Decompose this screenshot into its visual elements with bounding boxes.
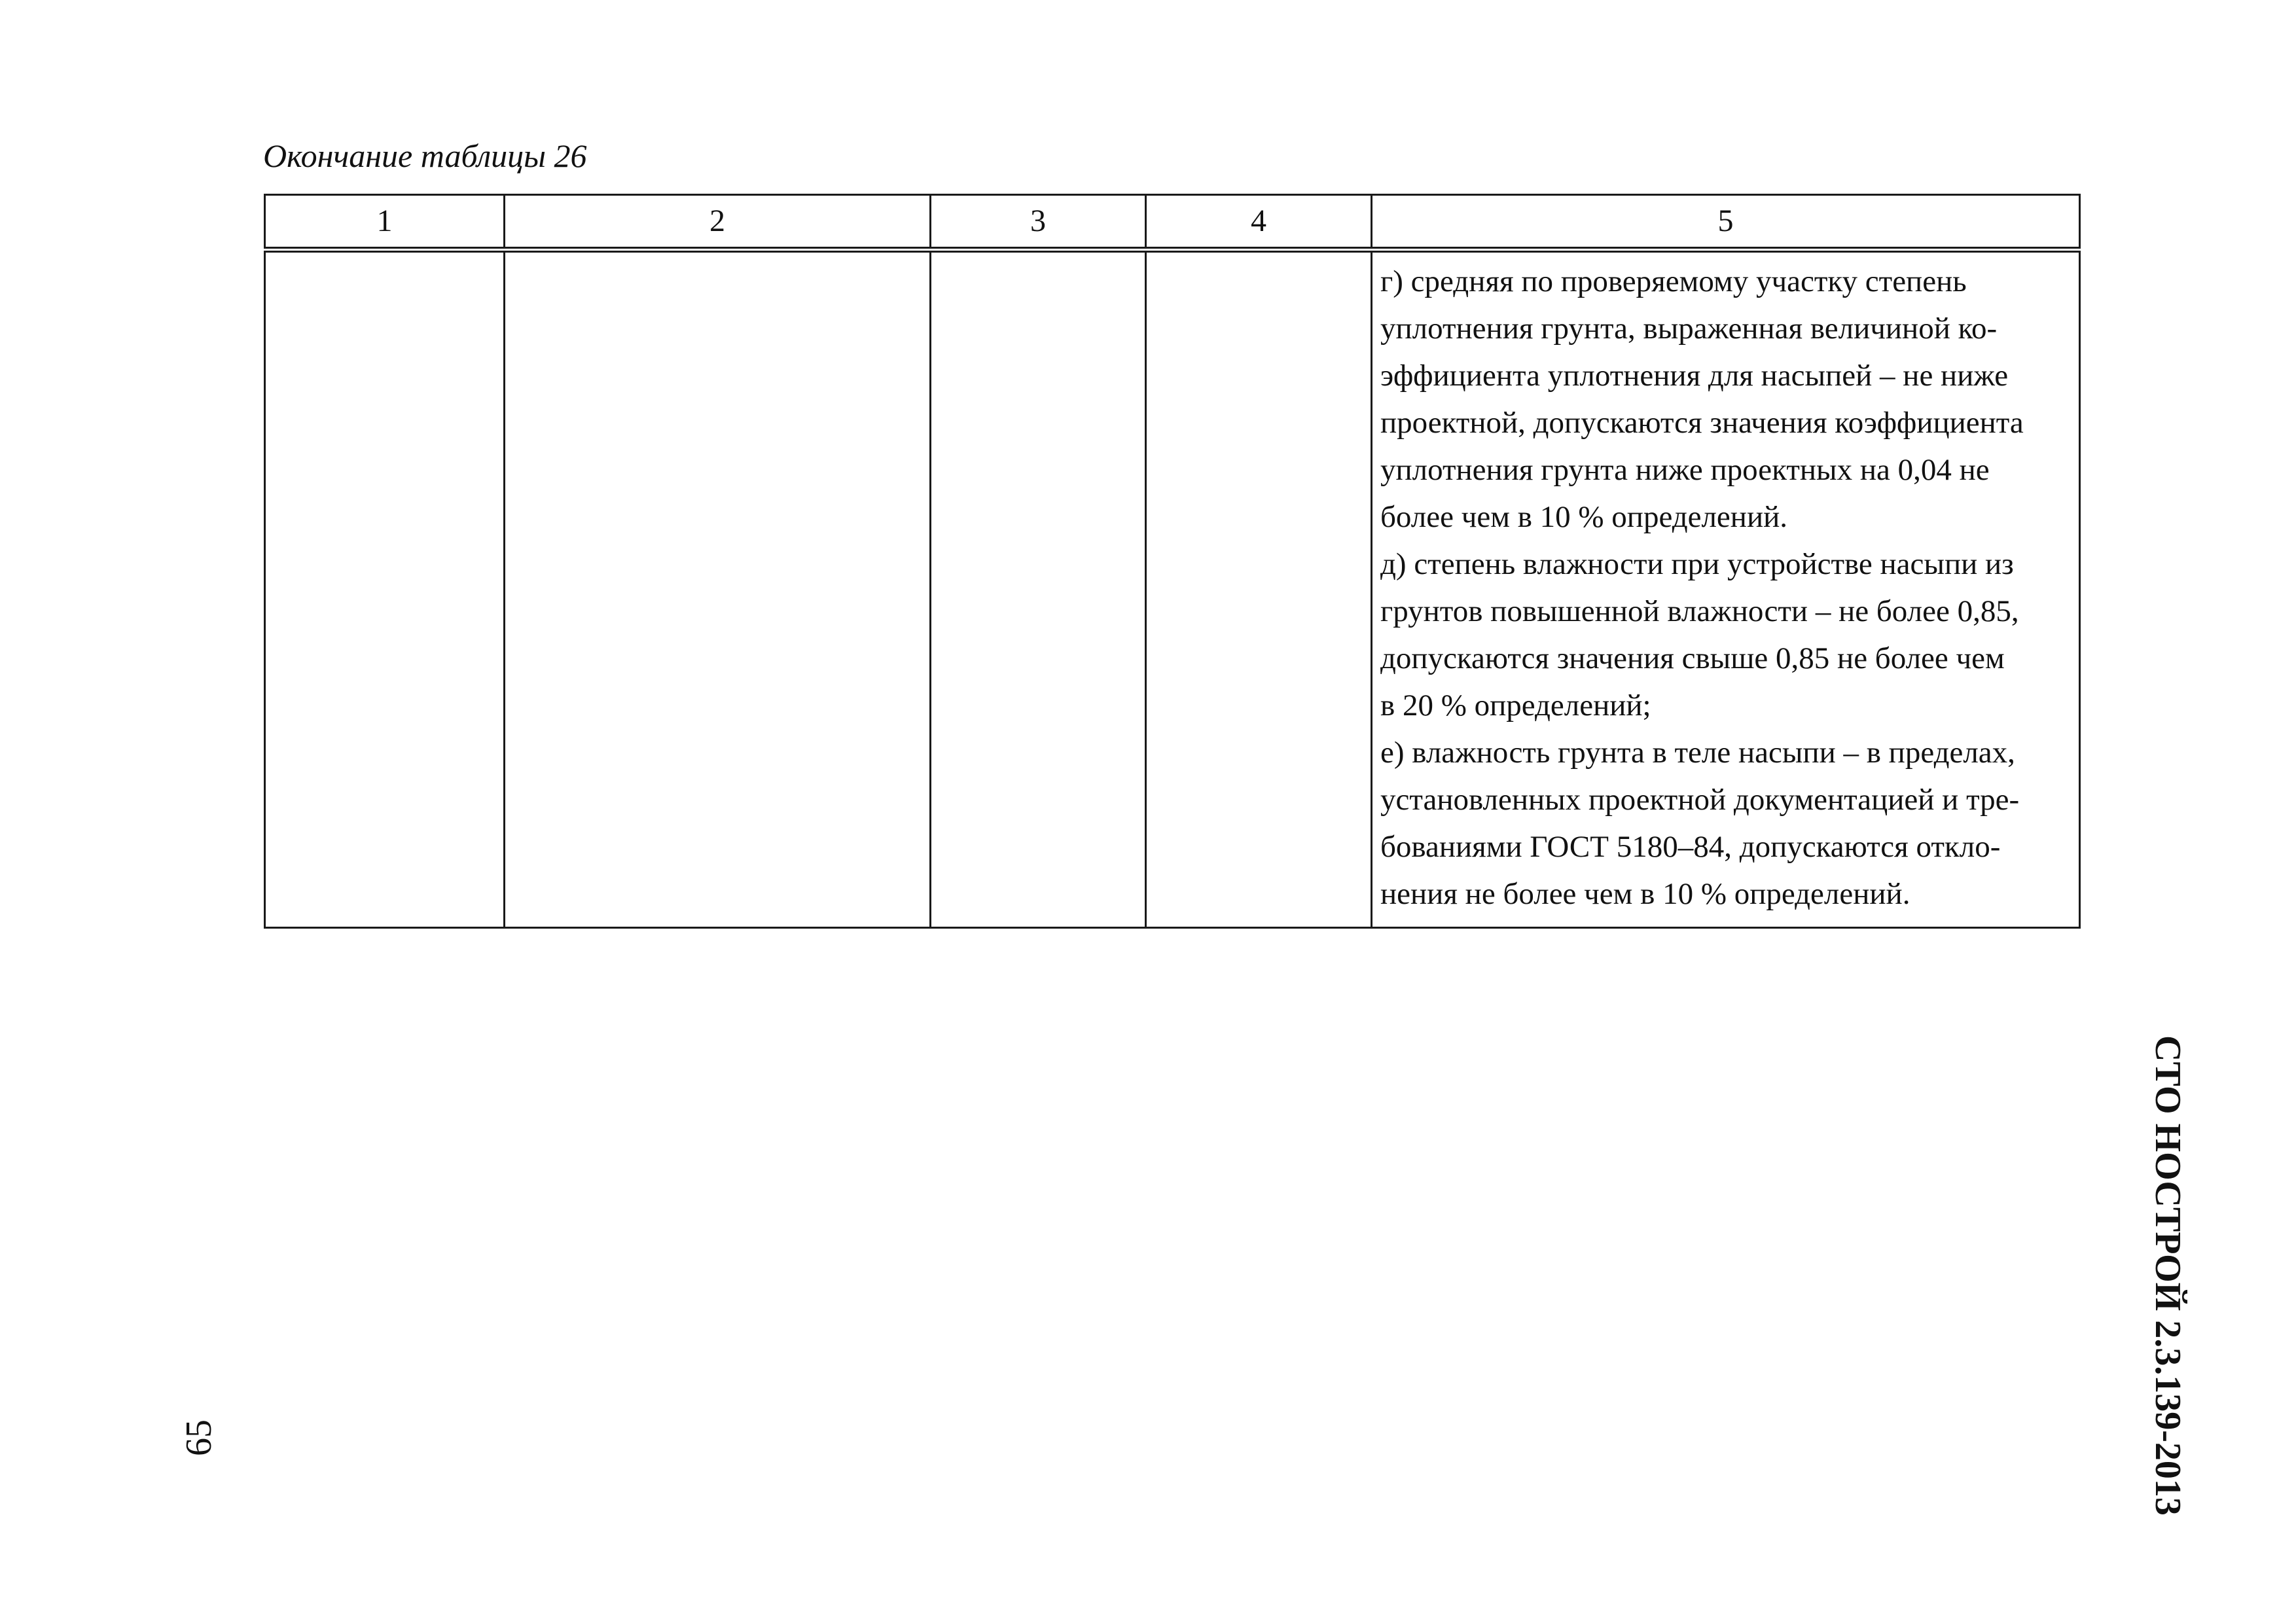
text-line: установленных проектной документацией и тре- xyxy=(1380,783,2020,817)
cell-col-2 xyxy=(505,250,931,928)
text-line: е) влажность грунта в теле насыпи – в пределах, xyxy=(1380,736,2015,770)
text-line: грунтов повышенной влажности – не более 0,85, xyxy=(1380,594,2019,628)
cell-col-4 xyxy=(1146,250,1372,928)
cell-col-5 xyxy=(1372,250,2080,928)
document-code: СТО НОСТРОЙ 2.3.139-2013 xyxy=(2147,1035,2188,1516)
header-cell-1: 1 xyxy=(265,195,505,250)
table-header-row xyxy=(265,195,2080,250)
text-line: более чем в 10 % определений. xyxy=(1380,500,1787,534)
text-line: проектной, допускаются значения коэффициента xyxy=(1380,406,2024,440)
requirements-text xyxy=(1372,253,2079,918)
spec-table xyxy=(264,194,2081,929)
text-line: уплотнения грунта, выраженная величиной ко- xyxy=(1380,312,1998,346)
header-cell-2: 2 xyxy=(505,195,931,250)
text-line: г) средняя по проверяемому участку степень xyxy=(1380,264,1967,298)
text-line: уплотнения грунта ниже проектных на 0,04 не xyxy=(1380,453,1990,487)
header-cell-5: 5 xyxy=(1372,195,2080,250)
page-number: 65 xyxy=(179,1419,219,1456)
text-line: нения не более чем в 10 % определений. xyxy=(1380,877,1910,911)
text-line: д) степень влажности при устройстве насыпи из xyxy=(1380,547,2014,581)
text-line: эффициента уплотнения для насыпей – не ниже xyxy=(1380,359,2009,393)
header-cell-3: 3 xyxy=(931,195,1146,250)
cell-col-1 xyxy=(265,250,505,928)
cell-col-3 xyxy=(931,250,1146,928)
text-line: в 20 % определений; xyxy=(1380,688,1651,722)
table-row xyxy=(265,250,2080,928)
header-cell-4: 4 xyxy=(1146,195,1372,250)
text-line: бованиями ГОСТ 5180–84, допускаются откло- xyxy=(1380,830,2001,864)
table-caption: Окончание таблицы 26 xyxy=(263,137,587,174)
text-line: допускаются значения свыше 0,85 не более чем xyxy=(1380,641,2005,675)
